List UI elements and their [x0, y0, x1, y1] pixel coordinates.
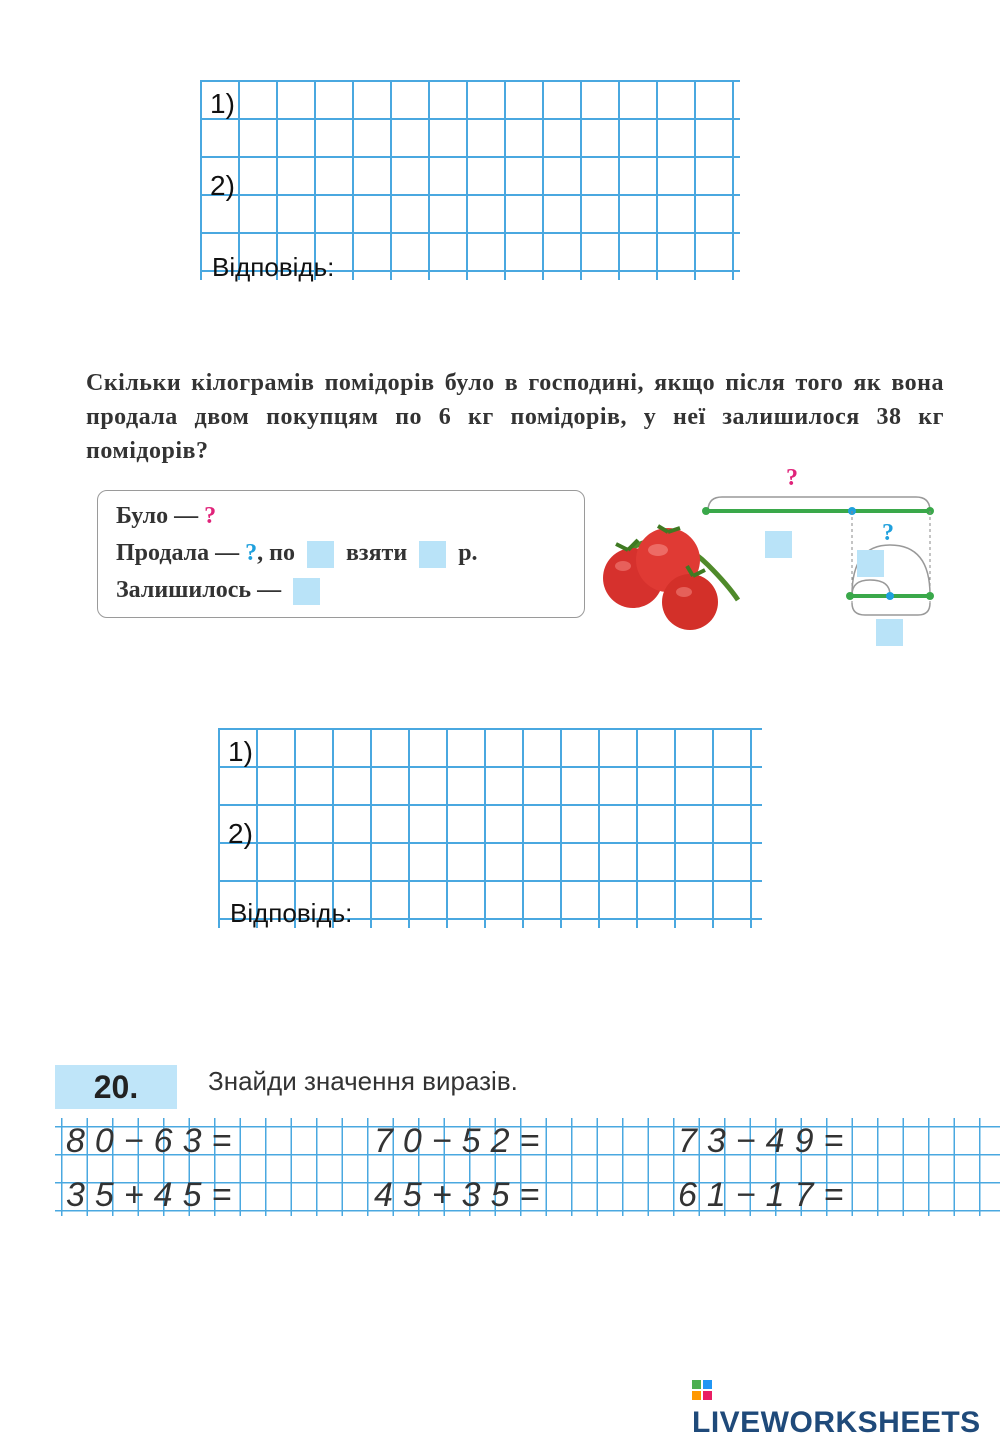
grid2-step2-label: 2) [228, 818, 253, 849]
task-number: 20. [55, 1065, 177, 1109]
expression-6: 61−17= [678, 1176, 854, 1214]
logo-text: LIVEWORKSHEETS [692, 1406, 981, 1439]
expression-3: 73−49= [678, 1122, 854, 1160]
grid1-answer-label: Відповідь: [212, 252, 335, 282]
sold-amount-box[interactable] [307, 541, 334, 568]
was-question: ? [204, 503, 217, 529]
short-note-box [97, 490, 585, 618]
problem-text: Скільки кілограмів помідорів було в господині, якщо після того як вона продала двом покупцям по 6 кг помідорів, у неї залишилося 38 кг помідорів? [86, 370, 944, 464]
expression-5: 45+35= [374, 1176, 550, 1214]
expression-4: 35+45= [66, 1176, 242, 1214]
short-note-left [116, 577, 326, 605]
grid1-step1-label: 1) [210, 88, 235, 119]
grid2-answer-label: Відповідь: [230, 898, 353, 928]
sold-question: ? [245, 540, 258, 566]
expression-1: 80−63= [66, 1122, 242, 1160]
expression-2: 70−52= [374, 1122, 550, 1160]
grid1-step2-label: 2) [210, 170, 235, 201]
logo-icon [692, 1380, 712, 1400]
diagram-box-bottom[interactable] [876, 619, 903, 646]
left-amount-box[interactable] [293, 578, 320, 605]
sold-take-label: взяти [345, 540, 408, 566]
sold-times-label: р. [458, 540, 478, 566]
diagram-box-right[interactable] [857, 550, 884, 577]
diagram-box-left[interactable] [765, 531, 792, 558]
sold-times-box[interactable] [419, 541, 446, 568]
task-instruction: Знайди значення виразів. [208, 1066, 518, 1096]
grid2-step1-label: 1) [228, 736, 253, 767]
short-note-was [116, 503, 216, 530]
short-note-sold [116, 540, 478, 568]
left-label: Залишилось — [116, 577, 282, 603]
sold-by-label: , по [257, 540, 295, 566]
diagram-question-top: ? [786, 465, 798, 491]
diagram-question-right: ? [882, 520, 894, 546]
sold-label: Продала — [116, 540, 240, 566]
answer-grid-1 [200, 80, 740, 280]
liveworksheets-logo [692, 1372, 1000, 1440]
was-label: Було — [116, 503, 199, 529]
segment-diagram [600, 465, 940, 650]
